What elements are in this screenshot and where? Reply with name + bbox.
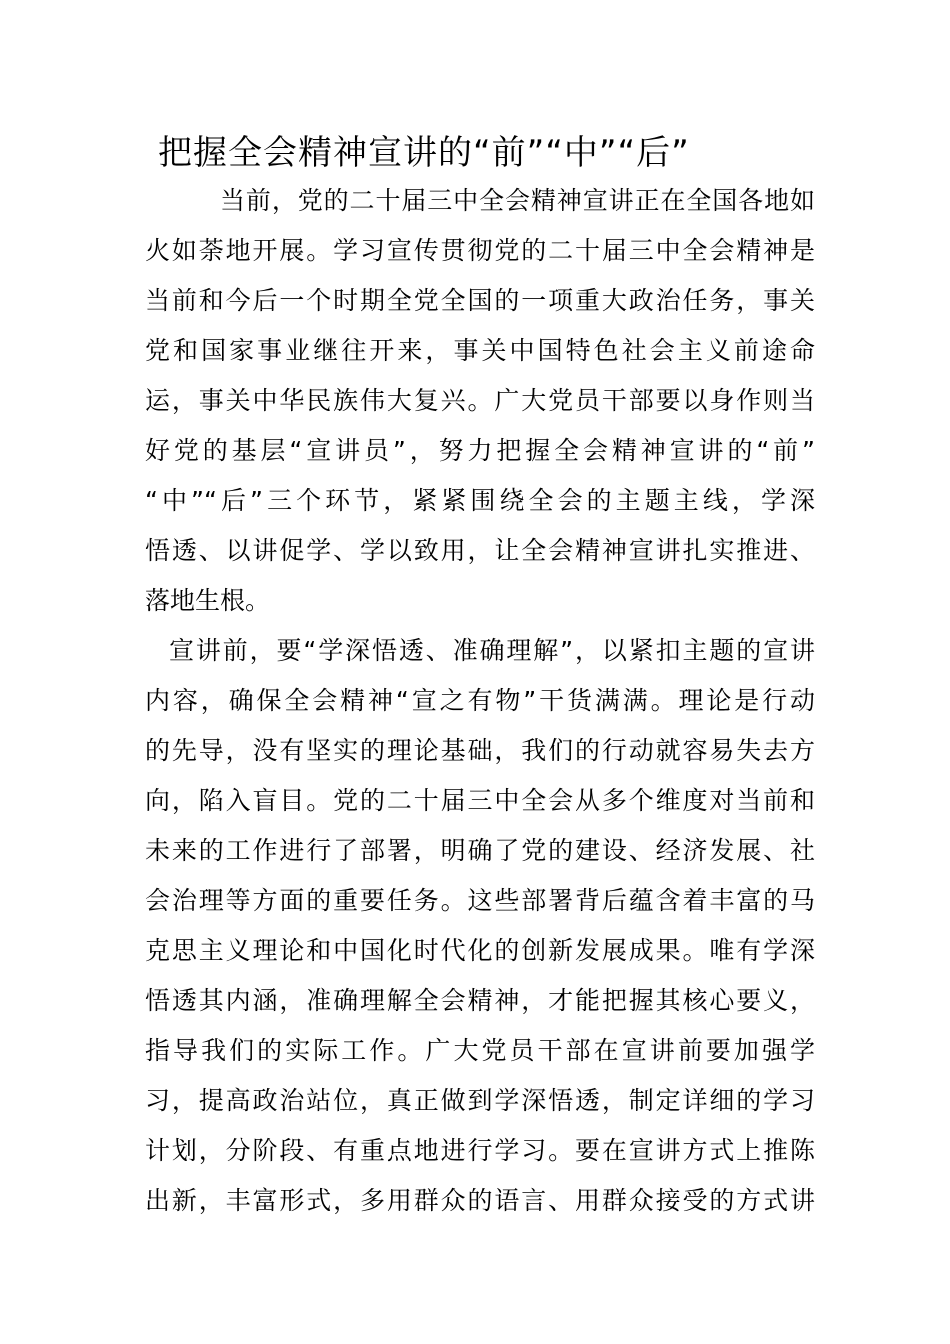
text-line: 宣讲前，要“学深悟透、准确理解”，以紧扣主题的宣讲: [169, 636, 815, 665]
text-line: “中”“后”三个环节，紧紧围绕全会的主题主线，学深: [145, 486, 815, 515]
document-body: [145, 176, 815, 1226]
text-line: 悟透其内涵，准确理解全会精神，才能把握其核心要义，: [145, 986, 815, 1015]
text-line: 习，提高政治站位，真正做到学深悟透，制定详细的学习: [145, 1086, 815, 1115]
text-line: 悟透、以讲促学、学以致用，让全会精神宣讲扎实推进、: [145, 536, 815, 565]
text-line: 计划，分阶段、有重点地进行学习。要在宣讲方式上推陈: [145, 1136, 815, 1165]
text-line: 落地生根。: [145, 586, 271, 615]
text-line: 当前，党的二十届三中全会精神宣讲正在全国各地如: [220, 186, 815, 215]
text-line: 内容，确保全会精神“宣之有物”干货满满。理论是行动: [145, 686, 815, 715]
text-line: 好党的基层“宣讲员”，努力把握全会精神宣讲的“前”: [145, 436, 815, 465]
text-line: 火如荼地开展。学习宣传贯彻党的二十届三中全会精神是: [145, 236, 815, 265]
text-line: 克思主义理论和中国化时代化的创新发展成果。唯有学深: [145, 936, 815, 965]
text-line: 出新，丰富形式，多用群众的语言、用群众接受的方式讲: [145, 1186, 815, 1215]
text-line: 未来的工作进行了部署，明确了党的建设、经济发展、社: [145, 836, 815, 865]
text-line: 当前和今后一个时期全党全国的一项重大政治任务，事关: [145, 286, 815, 315]
text-line: 运，事关中华民族伟大复兴。广大党员干部要以身作则当: [145, 386, 815, 415]
document-title: 把握全会精神宣讲的“前”“中”“后”: [158, 133, 690, 173]
text-line: 指导我们的实际工作。广大党员干部在宣讲前要加强学: [145, 1036, 815, 1065]
text-line: 会治理等方面的重要任务。这些部署背后蕴含着丰富的马: [145, 886, 815, 915]
paragraph-1: [145, 176, 815, 626]
text-line: 党和国家事业继往开来，事关中国特色社会主义前途命: [145, 336, 815, 365]
text-line: 的先导，没有坚实的理论基础，我们的行动就容易失去方: [145, 736, 815, 765]
text-line: 向，陷入盲目。党的二十届三中全会从多个维度对当前和: [145, 786, 815, 815]
paragraph-2: [145, 626, 815, 1226]
